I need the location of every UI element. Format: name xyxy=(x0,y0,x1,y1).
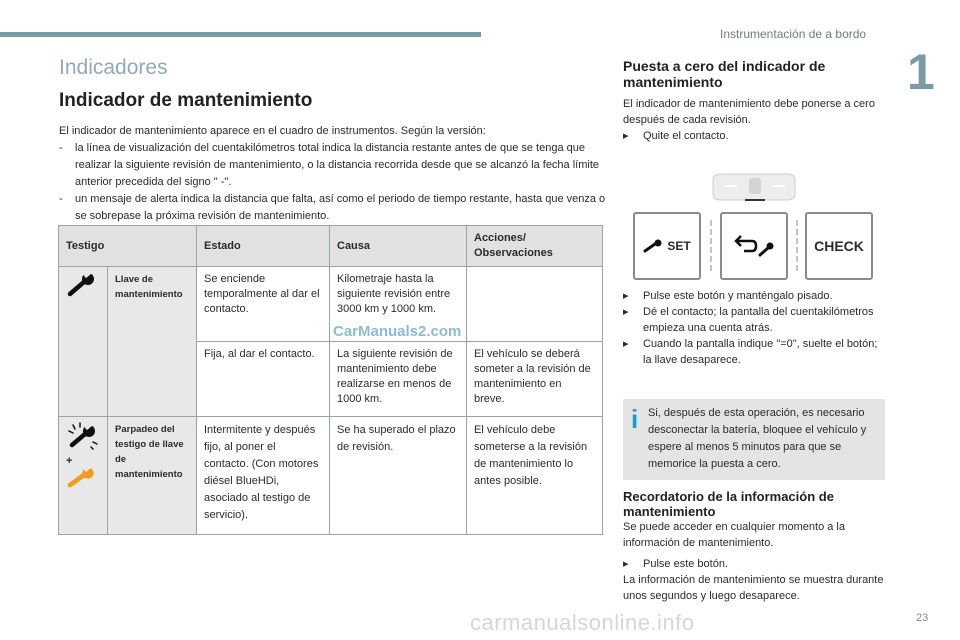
intro-bullets xyxy=(59,140,607,225)
header-estado: Estado xyxy=(197,226,330,267)
intro-paragraph: El indicador de mantenimiento aparece en el cuadro de instrumentos. Según la versión: xyxy=(59,125,486,137)
wrench-flashing-icon xyxy=(66,422,100,455)
indicator-icon-cell xyxy=(59,267,108,417)
chevron-right-icon: ▸ xyxy=(623,338,629,350)
section-title: Indicador de mantenimiento xyxy=(59,90,313,111)
estado-cell: Se enciende temporalmente al dar el contacto. xyxy=(197,267,330,342)
reminder-outro: La información de mantenimiento se muestra durante unos segundos y luego desaparece. xyxy=(623,574,884,602)
dashboard-buttons-illustration xyxy=(633,170,878,282)
table-row xyxy=(59,267,603,342)
reset-step-text: Cuando la pantalla indique "=0", suelte el botón; la llave desaparece. xyxy=(643,338,878,366)
acciones-cell: El vehículo debe someterse a la revisión de mantenimiento lo antes posible. xyxy=(467,417,603,535)
chevron-right-icon: ▸ xyxy=(623,558,629,570)
wrench-icon xyxy=(66,289,100,301)
chevron-right-icon: ▸ xyxy=(623,290,629,302)
top-accent-bar xyxy=(0,32,481,37)
causa-cell: Se ha superado el plazo de revisión. xyxy=(330,417,467,535)
header-testigo: Testigo xyxy=(59,226,197,267)
set-button-label: SET xyxy=(667,239,691,253)
reset-steps xyxy=(623,288,885,368)
reset-intro: El indicador de mantenimiento debe ponerse a cero después de cada revisión. xyxy=(623,98,875,126)
plus-sign: + xyxy=(66,455,73,467)
reset-step xyxy=(623,128,885,144)
page-number: 23 xyxy=(916,612,929,624)
reminder-title: Recordatorio de la información de mantenimiento xyxy=(623,489,834,519)
header-causa: Causa xyxy=(330,226,467,267)
intro-bullet: - la línea de visualización del cuentakilómetros total indica la distancia restante antes de que se tenga que realizar la siguiente revisión de mantenimiento, o la distancia recorrida desde que se alcanzó la fecha límite anterior precedida del signo " -". xyxy=(59,140,607,191)
footer-watermark: carmanualsonline.info xyxy=(470,610,695,635)
info-icon: i xyxy=(631,404,639,434)
page-title: Indicadores xyxy=(59,56,168,79)
wrench-orange-icon xyxy=(66,467,100,494)
chevron-right-icon: ▸ xyxy=(623,130,629,142)
reset-step xyxy=(623,336,885,368)
section-label: Instrumentación de a bordo xyxy=(720,27,867,41)
acciones-cell xyxy=(467,267,603,342)
chapter-number: 1 xyxy=(907,44,935,100)
indicator-name: Parpadeo del testigo de llave de mantenimiento xyxy=(108,417,197,535)
reset-step-text: Dé el contacto; la pantalla del cuentakilómetros empieza una cuenta atrás. xyxy=(643,306,874,334)
watermark-text: CarManuals2.com xyxy=(333,323,462,340)
intro-bullet: - un mensaje de alerta indica la distancia que falta, así como el periodo de tiempo restante, hasta que venza o se sobrepase la próxima revisión de mantenimiento. xyxy=(59,191,607,225)
estado-cell: Fija, al dar el contacto. xyxy=(197,342,330,417)
reset-title: Puesta a cero del indicador de mantenimiento xyxy=(623,58,826,90)
reset-step xyxy=(623,304,885,336)
causa-cell: Kilometraje hasta la siguiente revisión entre 3000 km y 1000 km. xyxy=(330,267,467,342)
reset-step xyxy=(623,288,885,304)
chevron-right-icon: ▸ xyxy=(623,306,629,318)
indicator-table xyxy=(58,225,603,535)
info-box-text: Si, después de esta operación, es necesario desconectar la batería, bloquee el vehículo y espere al menos 5 minutos para que se memorice la puesta a cero. xyxy=(648,407,867,470)
info-box xyxy=(623,399,885,480)
intro-text xyxy=(59,123,607,225)
reset-section xyxy=(623,58,885,144)
check-button-label: CHECK xyxy=(814,238,864,254)
reset-step-text: Pulse este botón y manténgalo pisado. xyxy=(643,290,833,302)
reminder-step-text: Pulse este botón. xyxy=(643,558,729,570)
causa-cell: La siguiente revisión de mantenimiento debe realizarse en menos de 1000 km. xyxy=(330,342,467,417)
estado-cell: Intermitente y después fijo, al poner el contacto. (Con motores diésel BlueHDi, asociado al testigo de servicio). xyxy=(197,417,330,535)
reminder-step xyxy=(623,556,885,572)
reminder-intro: Se puede acceder en cualquier momento a la información de mantenimiento. xyxy=(623,521,845,549)
acciones-cell: El vehículo se deberá someter a la revisión de mantenimiento en breve. xyxy=(467,342,603,417)
reset-step-text: Quite el contacto. xyxy=(643,130,729,142)
indicator-icon-cell xyxy=(59,417,108,535)
button-separators xyxy=(633,170,878,282)
table-row xyxy=(59,417,603,535)
header-acciones: Acciones/ Observaciones xyxy=(467,226,603,267)
indicator-name: Llave de mantenimiento xyxy=(108,267,197,417)
table-header-row xyxy=(59,226,603,267)
reminder-section xyxy=(623,489,885,604)
